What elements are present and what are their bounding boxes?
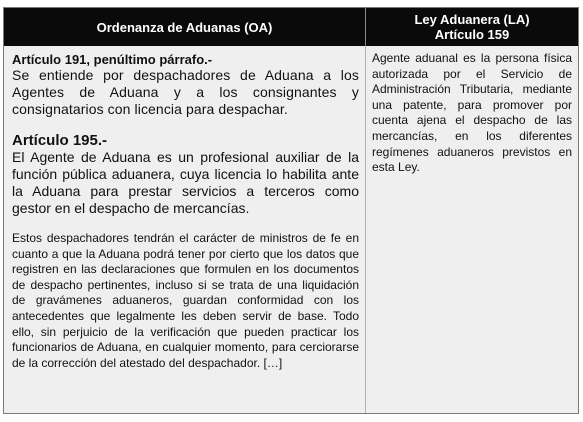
ordenanza-column bbox=[4, 46, 366, 413]
header-right-line2: Artículo 159 bbox=[434, 27, 510, 42]
header-right-line1: Ley Aduanera (LA) bbox=[414, 12, 530, 27]
article-195-heading: Artículo 195.- bbox=[12, 132, 108, 149]
header-ley-aduanera bbox=[366, 8, 578, 46]
article-191-text: Se entiende por despachadores de Aduana a los Agentes de Aduana y a los consignantes y consignatarios con licencia para despachar. bbox=[12, 67, 359, 117]
article-191-heading: Artículo 191, penúltimo párrafo.- bbox=[12, 52, 213, 67]
ley-aduanera-column bbox=[366, 46, 578, 413]
comparison-table bbox=[3, 7, 579, 414]
header-left-label: Ordenanza de Aduanas (OA) bbox=[96, 19, 273, 35]
header-ordenanza bbox=[4, 8, 366, 46]
article-195-second-paragraph: Estos despachadores tendrán el carácter de ministros de fe en cuanto a que la Aduana podrá tener por cierto que los datos que registren en las declaraciones que formulen en los documentos de despacho pertinentes, incluso si se trata de una liquidación de gravámenes aduaneros, guardan conformidad con los antecedentes que legalmente les deben servir de base. Todo ello, sin perjuicio de la verificación que pueden practicar los funcionarios de Aduana, en cualquier momento, para cerciorarse de la corrección del atestado del despachador. […] bbox=[12, 231, 359, 370]
article-195-text: El Agente de Aduana es un profesional auxiliar de la función pública aduanera, cuya licencia lo habilita ante la Aduana para prestar servicios a terceros como gestor en el despacho de mercancías. bbox=[12, 149, 359, 216]
article-159-text: Agente aduanal es la persona física autorizada por el Servicio de Administración Tributaria, mediante una patente, para promover por cuenta ajena el despacho de las mercancías, en los diferentes regímenes aduaneros previstos en esta Ley. bbox=[372, 51, 572, 175]
